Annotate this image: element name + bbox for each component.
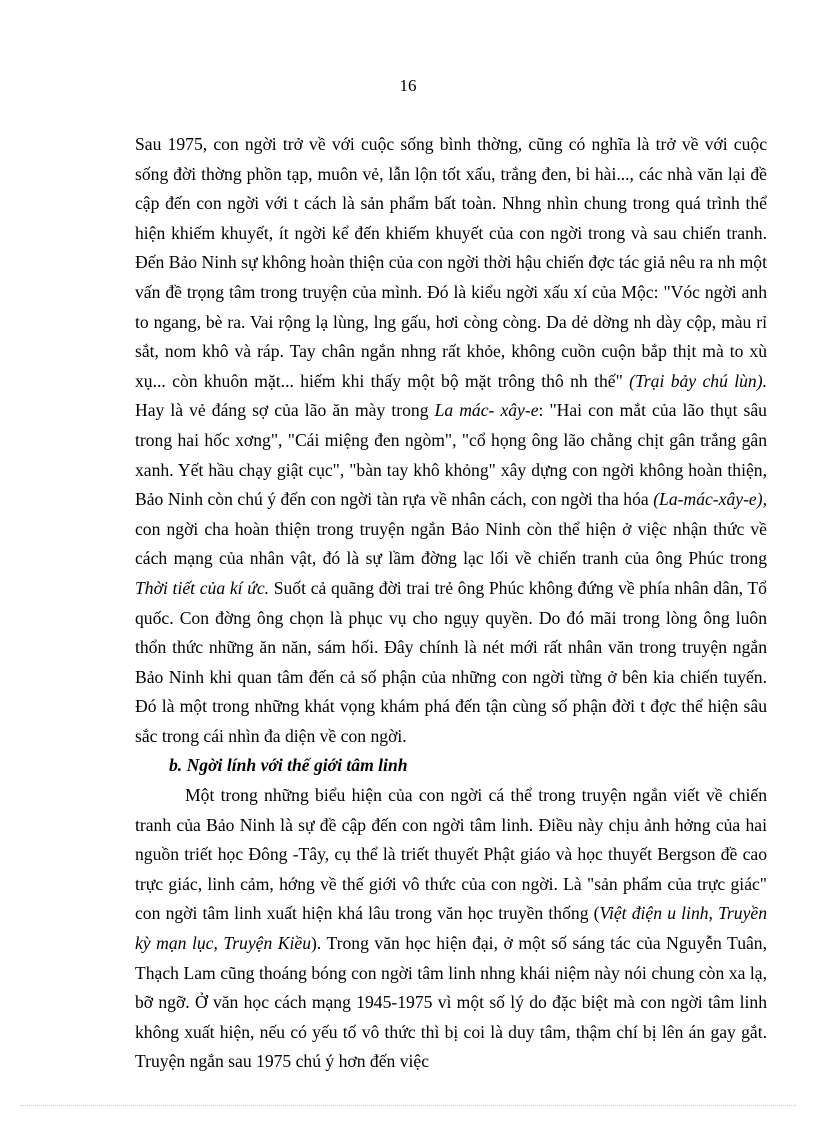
page-number: 16: [399, 76, 417, 95]
work-title-italic: Việt điện u linh, Truyền kỳ mạn lục, Truyện Kiều: [135, 903, 767, 954]
text-run: Một trong những biểu hiện của con ngời cá thể trong truyện ngắn viết về chiến tranh của Bảo Ninh là sự đề cập đến con ngời tâm linh. Điều này chịu ảnh hởng của hai nguồn triết học Đông -Tây, cụ thể là triết thuyết Phật giáo và học thuyết Bergson đề cao trực giác, linh cảm, hớng về thế giới vô thức của con ngời. Là "sản phẩm của trực giác" con ngời tâm linh xuất hiện khá lâu trong văn học truyền thống (: [135, 785, 767, 924]
text-run: Sau 1975, con ngời trở về với cuộc sống bình thờng, cũng có nghĩa là trở về với cuộc sống đời thờng phồn tạp, muôn vẻ, lẫn lộn tốt xấu, trắng đen, bi hài..., các nhà văn lại đề cập đến con ngời với t cách là sản phẩm bất toàn. Nhng nhìn chung trong quá trình thể hiện khiếm khuyết, ít ngời kể đến khiếm khuyết của con ngời trong và sau chiến tranh. Đến Bảo Ninh sự không hoàn thiện của con ngời thời hậu chiến đợc tác giả nêu ra nh một vấn đề trọng tâm trong truyện của mình. Đó là kiểu ngời xấu xí của Mộc: "Vóc ngời anh to ngang, bè ra. Vai rộng lạ lùng, lng gấu, hơi còng còng. Da dẻ dờng nh dày cộp, màu rỉ sắt, nom khô và ráp. Tay chân ngắn nhng rất khỏe, không cuồn cuộn bắp thịt mà to xù xụ... còn khuôn mặt... hiếm khi thấy một bộ mặt trông thô nh thế": [135, 134, 767, 391]
text-run: : "Hai con mắt của lão thụt sâu trong hai hốc xơng", "Cái miệng đen ngòm", "cổ họng ông lão chằng chịt gân trắng gân xanh. Yết hầu chạy giật cục", "bàn tay khô khỏng" xây dựng con ngời không hoàn thiện, Bảo Ninh còn chú ý đến con ngời tàn rựa về nhân cách, con ngời tha hóa: [135, 400, 767, 510]
text-run: Hay là vẻ đáng sợ của lão ăn mày trong: [135, 400, 435, 421]
work-title-italic: (Trại bảy chú lùn).: [629, 370, 767, 391]
section-heading: b. Ngời lính với thế giới tâm linh: [169, 755, 408, 776]
paragraph-consequences: [135, 130, 767, 751]
page-bottom-rule: [20, 1105, 796, 1106]
text-run: ). Trong văn học hiện đại, ở một số sáng tác của Nguyễn Tuân, Thạch Lam cũng thoáng bóng con ngời tâm linh nhng khái niệm này nói chung còn xa lạ, bỡ ngỡ. Ở văn học cách mạng 1945-1975 vì một số lý do đặc biệt mà con ngời tâm linh không xuất hiện, nếu có yếu tố vô thức thì bị coi là duy tâm, thậm chí bị lên án gay gắt. Truyện ngắn sau 1975 chú ý hơn đến việc: [135, 933, 767, 1072]
work-title-italic: (La-mác-xây-e),: [653, 489, 767, 510]
work-title-italic: La mác- xây-e: [434, 400, 539, 421]
work-title-italic: Thời tiết của kí ức.: [135, 577, 270, 598]
document-body: [135, 130, 767, 1077]
paragraph-spiritual: [135, 781, 767, 1077]
text-run: Suốt cả quãng đời trai trẻ ông Phúc không đứng về phía nhân dân, Tổ quốc. Con đờng ông chọn là phục vụ cho ngụy quyền. Do đó mãi trong lòng ông luôn thổn thức những ăn năn, sám hối. Đây chính là nét mới rất nhân văn trong truyện ngắn Bảo Ninh khi quan tâm đến cả số phận của những con ngời từng ở bên kia chiến tuyến. Đó là một trong những khát vọng khám phá đến tận cùng số phận đời t đợc thể hiện sâu sắc trong cái nhìn đa diện về con ngời.: [135, 577, 767, 746]
text-run: con ngời cha hoàn thiện trong truyện ngắn Bảo Ninh còn thể hiện ở việc nhận thức về cách mạng của nhân vật, đó là sự lầm đờng lạc lối về chiến tranh của ông Phúc trong: [135, 518, 767, 569]
